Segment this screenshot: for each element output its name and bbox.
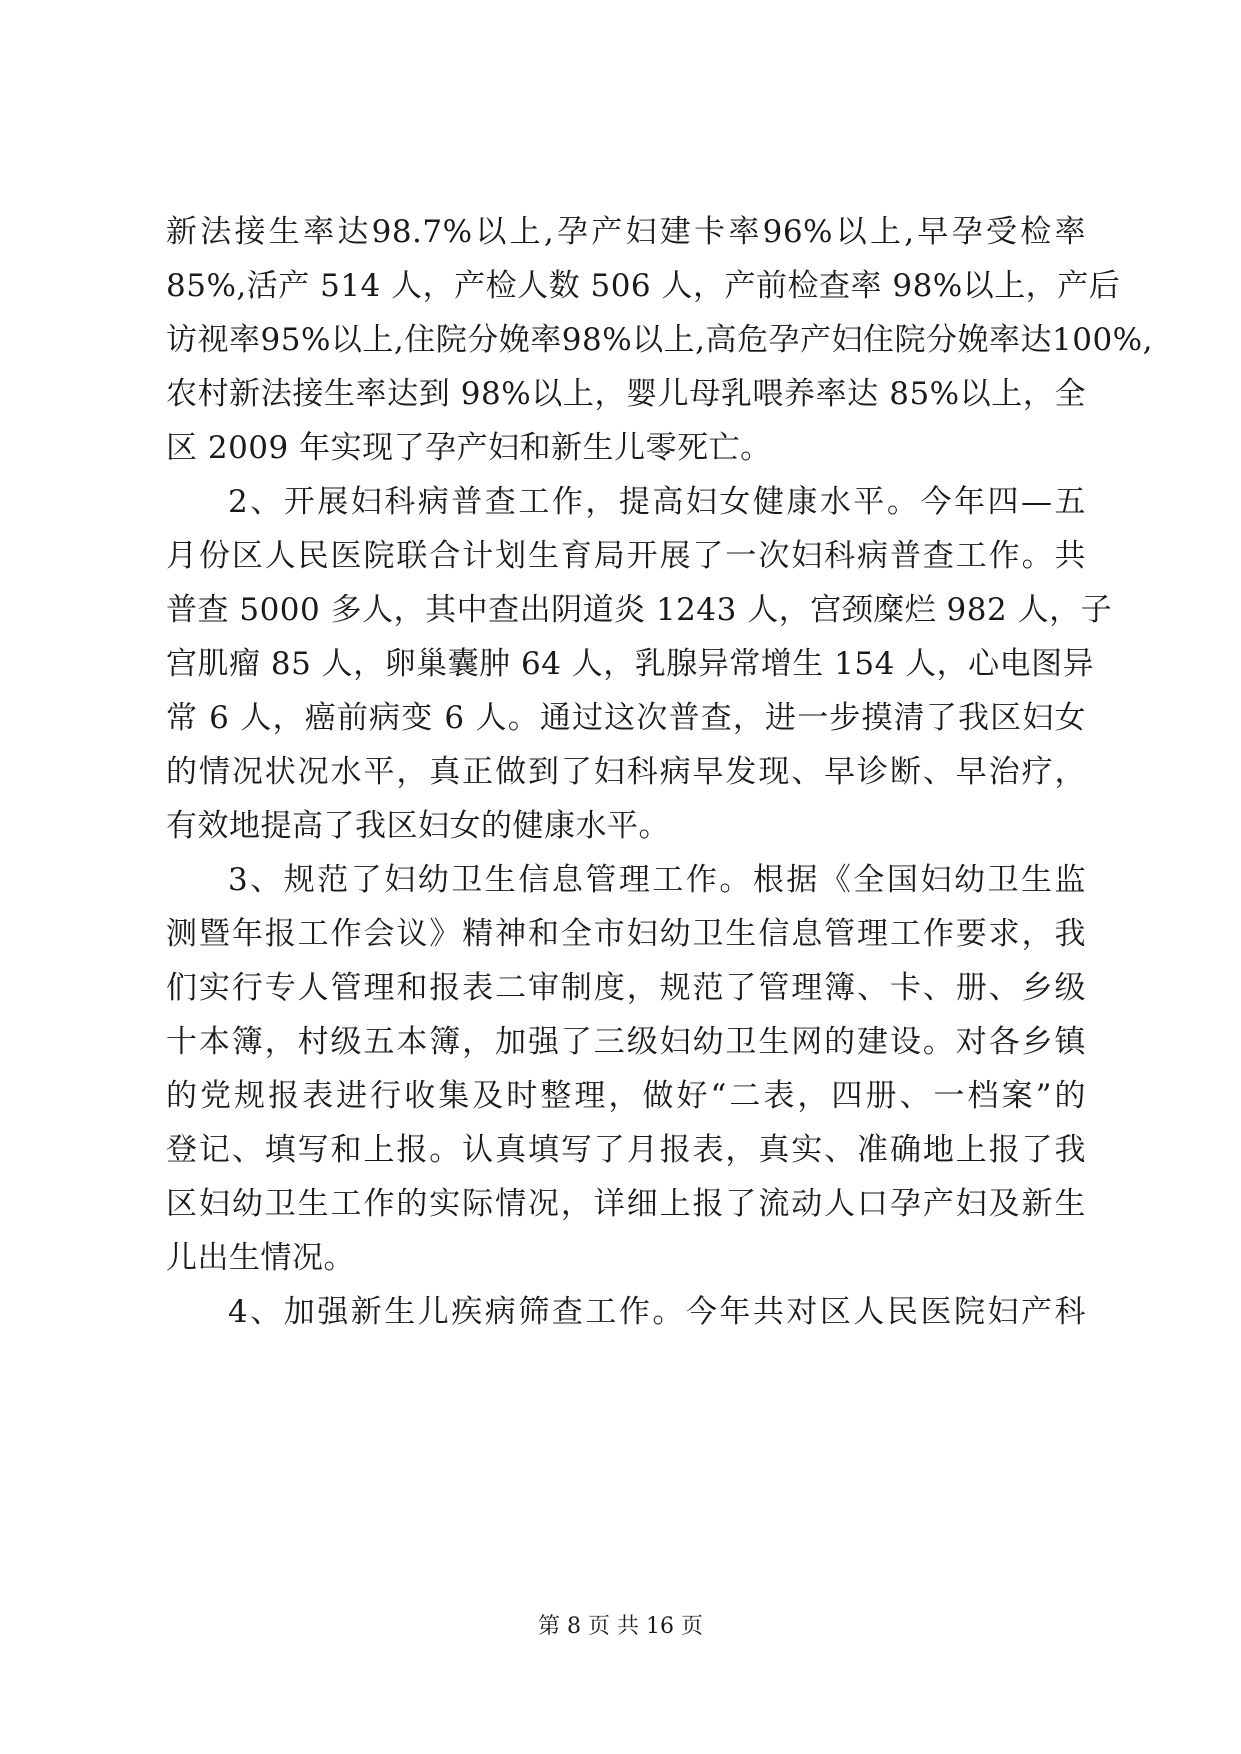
text-line: 常 6 人，癌前病变 6 人。通过这次普查，进一步摸清了我区妇女 [166,700,1086,736]
text-line: 测暨年报工作会议》精神和全市妇幼卫生信息管理工作要求，我 [166,916,1086,952]
paragraph-heading-4: 4、加强新生儿疾病筛查工作。今年共对区人民医院妇产科 [228,1294,1086,1330]
text-line: 区妇幼卫生工作的实际情况，详细上报了流动人口孕产妇及新生 [166,1186,1086,1222]
text-line: 月份区人民医院联合计划生育局开展了一次妇科病普查工作。共 [166,538,1086,574]
text-line: 区 2009 年实现了孕产妇和新生儿零死亡。 [166,430,772,466]
page-footer: 第 8 页 共 16 页 [538,1614,703,1639]
text-line: 85%,活产 514 人，产检人数 506 人，产前检查率 98%以上，产后 [166,268,1121,304]
paragraph-heading-3: 3、规范了妇幼卫生信息管理工作。根据《全国妇幼卫生监 [228,862,1086,898]
text-line: 十本簿，村级五本簿，加强了三级妇幼卫生网的建设。对各乡镇 [166,1024,1086,1060]
text-line: 们实行专人管理和报表二审制度，规范了管理簿、卡、册、乡级 [166,970,1086,1006]
text-line: 的情况状况水平，真正做到了妇科病早发现、早诊断、早治疗， [166,754,1086,790]
text-line: 宫肌瘤 85 人，卵巢囊肿 64 人，乳腺异常增生 154 人，心电图异 [166,646,1095,682]
text-line: 有效地提高了我区妇女的健康水平。 [166,808,670,844]
text-line: 登记、填写和上报。认真填写了月报表，真实、准确地上报了我 [166,1132,1086,1168]
text-line: 儿出生情况。 [166,1240,355,1276]
paragraph-heading-2: 2、开展妇科病普查工作，提高妇女健康水平。今年四—五 [228,484,1086,520]
text-line: 新法接生率达98.7%以上,孕产妇建卡率96%以上,早孕受检率 [166,214,1086,250]
text-line: 农村新法接生率达到 98%以上，婴儿母乳喂养率达 85%以上，全 [166,376,1086,412]
text-line: 普查 5000 多人，其中查出阴道炎 1243 人，宫颈糜烂 982 人，子 [166,592,1113,628]
text-line: 访视率95%以上,住院分娩率98%以上,高危孕产妇住院分娩率达100%, [166,322,1153,358]
text-line: 的党规报表进行收集及时整理，做好“二表，四册、一档案”的 [166,1078,1086,1114]
